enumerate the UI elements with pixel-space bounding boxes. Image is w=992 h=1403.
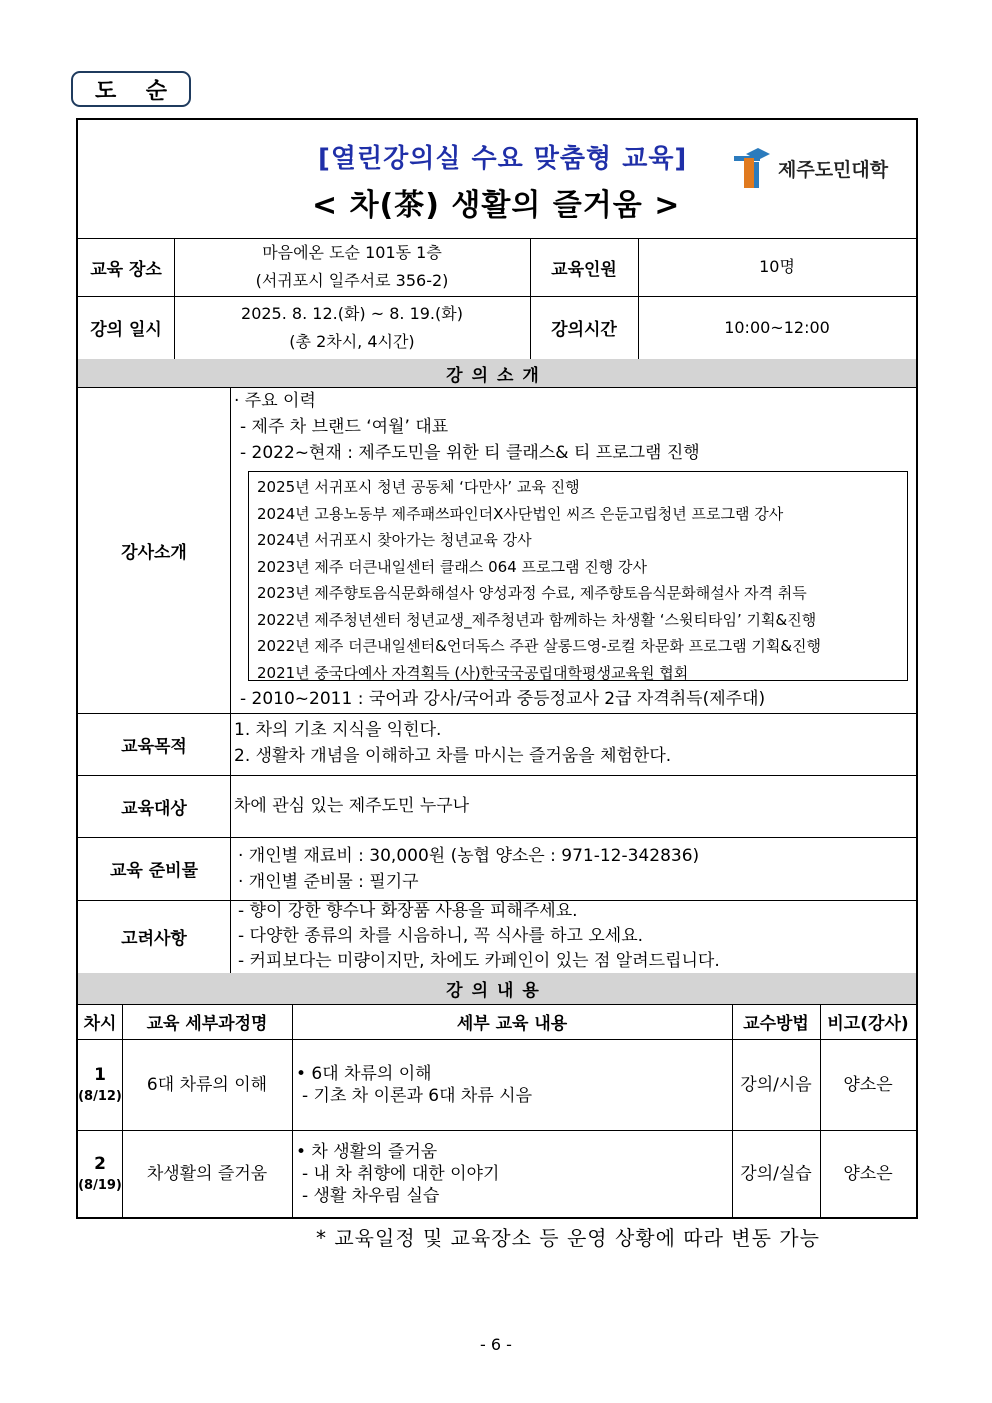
instructor-line-3: - 2022~현재 : 제주도민을 위한 티 클래스& 티 프로그램 진행 xyxy=(240,443,700,463)
section-tag xyxy=(71,71,191,107)
title-line-2: < 차(茶) 생활의 즐거움 > xyxy=(312,188,681,223)
capacity-value xyxy=(638,238,916,296)
notes-item: - 다양한 종류의 차를 시음하니, 꼭 식사를 하고 오세요. xyxy=(238,926,644,946)
notes-list xyxy=(238,899,720,974)
materials-list xyxy=(238,843,699,895)
career-item: 2023년 제주향토음식문화해설사 양성과정 수료, 제주향토음식문화해설사 자격 취득 xyxy=(257,584,807,602)
session-number: 1 xyxy=(94,1065,106,1085)
place-value-line-2: (서귀포시 일주서로 356-2) xyxy=(255,271,449,290)
date-value-line-1: 2025. 8. 12.(화) ~ 8. 19.(화) xyxy=(241,303,463,323)
place-label: 교육 장소 xyxy=(90,259,162,280)
section-tag-char-2: 순 xyxy=(145,78,167,104)
date-value-line-2: (총 2차시, 4시간) xyxy=(289,331,415,351)
materials-label: 교육 준비물 xyxy=(109,861,199,881)
capacity-value-text: 10명 xyxy=(759,257,795,276)
instructor-last-line: - 2010~2011 : 국어과 강사/국어과 중등정교사 2급 자격취득(제주대) xyxy=(240,689,766,709)
detail-item: • 차 생활의 즐거움 xyxy=(296,1141,438,1162)
notes-item: - 향이 강한 향수나 화장품 사용을 피해주세요. xyxy=(238,901,578,921)
date-label: 강의 일시 xyxy=(90,320,162,340)
purpose-list xyxy=(234,717,671,769)
table-row-1-no xyxy=(78,1039,122,1130)
schedule-header-note: 비고(강사) xyxy=(827,1014,909,1034)
table-row-2-course: 차생활의 즐거움 xyxy=(146,1163,268,1184)
schedule-header-method: 교수방법 xyxy=(743,1014,809,1034)
session-date: (8/12) xyxy=(78,1089,122,1104)
detail-item: - 내 차 취향에 대한 이야기 xyxy=(302,1163,500,1184)
course-sheet xyxy=(76,118,918,1219)
time-value-text: 10:00~12:00 xyxy=(724,317,830,337)
date-value xyxy=(174,296,530,359)
schedule-header-course: 교육 세부과정명 xyxy=(146,1014,268,1034)
detail-item: - 생활 차우림 실습 xyxy=(302,1185,440,1206)
schedule-header-detail: 세부 교육 내용 xyxy=(456,1014,568,1034)
target-label: 교육대상 xyxy=(121,798,187,819)
table-row-2-method: 강의/실습 xyxy=(740,1163,812,1184)
career-item: 2022년 제주 더큰내일센터&언더독스 주관 살롱드영-로컬 차문화 프로그램 기획&진행 xyxy=(257,637,822,655)
session-date: (8/19) xyxy=(78,1178,122,1193)
section-tag-char-1: 도 xyxy=(95,78,117,104)
notes-label: 고려사항 xyxy=(121,929,187,949)
schedule-header-no: 차시 xyxy=(83,1014,117,1034)
table-row-2-note: 양소은 xyxy=(843,1163,893,1184)
purpose-label: 교육목적 xyxy=(121,736,187,757)
notes-item: - 커피보다는 미량이지만, 차에도 카페인이 있는 점 알려드립니다. xyxy=(238,951,720,971)
instructor-line-2: - 제주 차 브랜드 ‘여월’ 대표 xyxy=(240,417,449,437)
session-number: 2 xyxy=(94,1154,106,1174)
career-item: 2022년 제주청년센터 청년교생_제주청년과 함께하는 차생활 ‘스윗티타임’ 기획&진행 xyxy=(257,610,817,629)
career-item: 2021년 중국다예사 자격획득 (사)한국국공립대학평생교육원 협회 xyxy=(257,663,689,682)
career-item: 2025년 서귀포시 청년 공동체 ‘다만사’ 교육 진행 xyxy=(257,478,580,496)
table-row-1-course: 6대 차류의 이해 xyxy=(146,1074,268,1095)
university-logo-icon xyxy=(730,146,772,190)
logo xyxy=(730,146,888,190)
materials-item: · 개인별 준비물 : 필기구 xyxy=(238,872,419,892)
career-item: 2024년 고용노동부 제주패쓰파인더X사단법인 씨즈 은둔고립청년 프로그램 강사 xyxy=(257,504,784,523)
time-value xyxy=(638,296,916,359)
time-label: 강의시간 xyxy=(551,320,617,340)
content-band: 강의내용 xyxy=(78,973,916,1004)
intro-band: 강의소개 xyxy=(78,359,916,387)
place-value xyxy=(174,238,530,296)
instructor-history xyxy=(234,388,700,466)
table-row-2-no xyxy=(78,1130,122,1217)
purpose-item: 1. 차의 기초 지식을 익힌다. xyxy=(234,720,442,740)
target-value: 차에 관심 있는 제주도민 누구나 xyxy=(234,796,470,816)
place-value-line-1: 마음에온 도순 101동 1층 xyxy=(262,243,442,262)
table-row-2-detail xyxy=(296,1130,732,1217)
title-line-1: [열린강의실 수요 맞춤형 교육] xyxy=(318,144,688,174)
table-row-1-detail xyxy=(296,1039,732,1130)
logo-text: 제주도민대학 xyxy=(778,158,889,181)
title-area xyxy=(78,120,916,238)
instructor-label: 강사소개 xyxy=(121,542,187,563)
table-row-1-method: 강의/시음 xyxy=(740,1074,812,1095)
detail-item: - 기초 차 이론과 6대 차류 시음 xyxy=(302,1085,533,1106)
purpose-item: 2. 생활차 개념을 이해하고 차를 마시는 즐거움을 체험한다. xyxy=(234,746,672,766)
footnote: * 교육일정 및 교육장소 등 운영 상황에 따라 변동 가능 xyxy=(316,1226,820,1250)
materials-item: · 개인별 재료비 : 30,000원 (농협 양소은 : 971-12-342836) xyxy=(238,846,700,866)
career-item: 2024년 서귀포시 찾아가는 청년교육 강사 xyxy=(257,531,532,549)
career-item: 2023년 제주 더큰내일센터 클래스 064 프로그램 진행 강사 xyxy=(257,557,647,576)
career-box xyxy=(248,471,908,681)
page-number: - 6 - xyxy=(480,1335,512,1354)
detail-item: • 6대 차류의 이해 xyxy=(296,1063,432,1084)
capacity-label: 교육인원 xyxy=(551,259,617,280)
instructor-line-1: · 주요 이력 xyxy=(234,391,316,411)
table-row-1-note: 양소은 xyxy=(843,1074,893,1095)
